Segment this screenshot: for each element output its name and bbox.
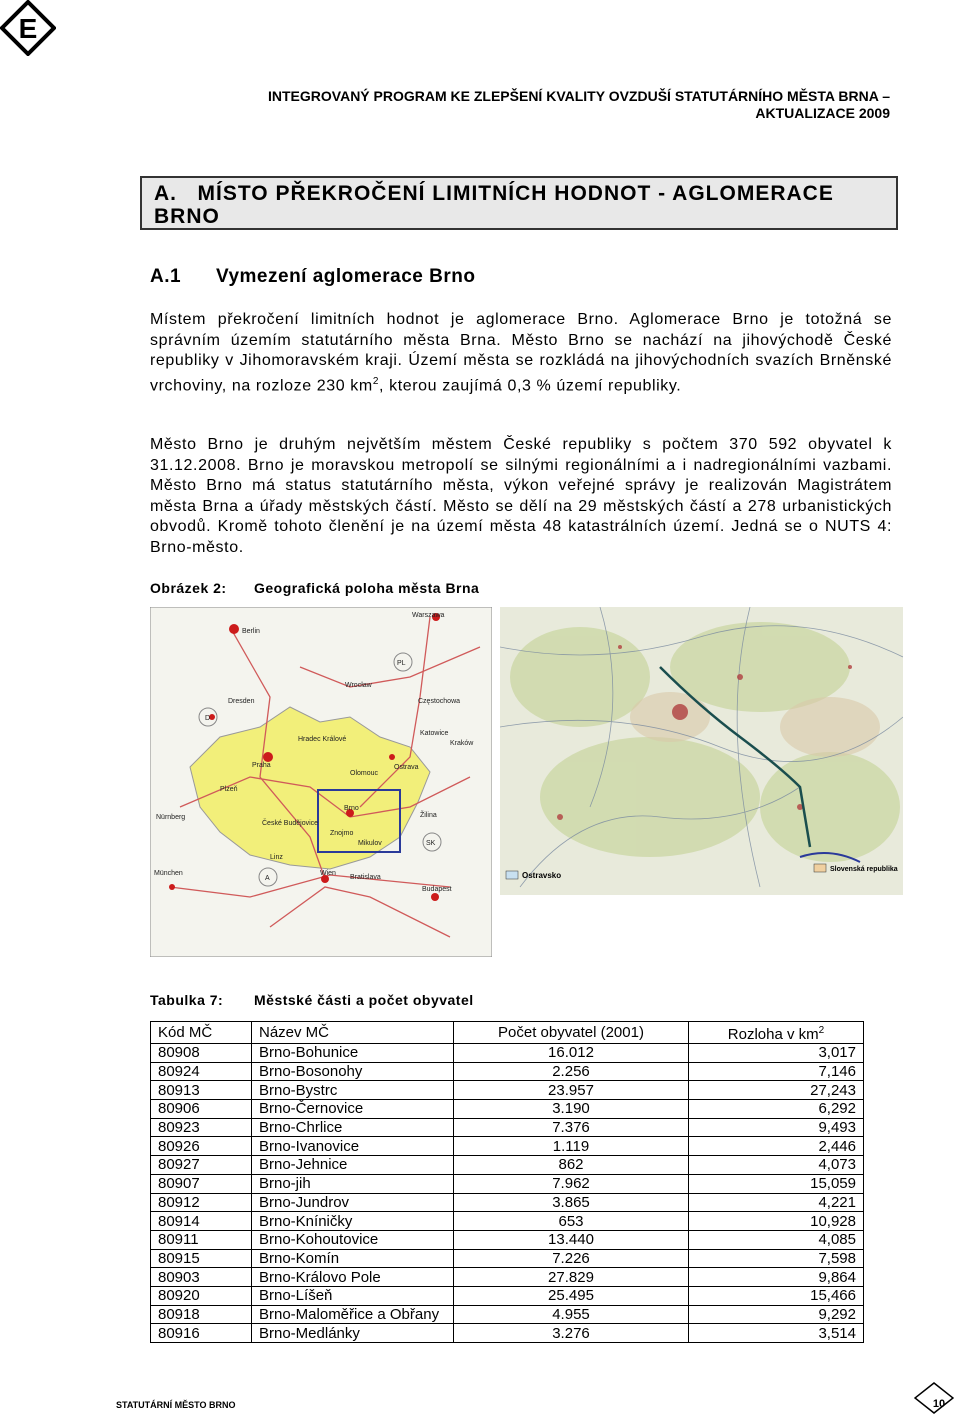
table-row xyxy=(151,1230,864,1249)
cell-population: 27.829 xyxy=(454,1268,689,1287)
label-hradec: Hradec Králové xyxy=(298,736,347,743)
label-wroclaw: Wrocław xyxy=(345,682,372,689)
cell-code: 80903 xyxy=(151,1268,252,1287)
cell-population: 1.119 xyxy=(454,1137,689,1156)
cell-area: 3,514 xyxy=(689,1324,864,1343)
cell-area: 9,493 xyxy=(689,1118,864,1137)
cell-area: 7,598 xyxy=(689,1249,864,1268)
cell-name: Brno-Ivanovice xyxy=(252,1137,454,1156)
cell-area: 27,243 xyxy=(689,1081,864,1100)
label-plzen: Plzeň xyxy=(220,786,238,793)
section-title-text: Vymezení aglomerace Brno xyxy=(216,266,476,287)
cell-code: 80907 xyxy=(151,1174,252,1193)
cell-area: 4,221 xyxy=(689,1193,864,1212)
superscript: 2 xyxy=(372,375,379,387)
cell-code: 80914 xyxy=(151,1212,252,1231)
table-row xyxy=(151,1305,864,1324)
label-munchen: München xyxy=(154,870,183,877)
cell-population: 25.495 xyxy=(454,1286,689,1305)
document-header xyxy=(268,88,890,122)
company-logo xyxy=(0,0,56,56)
table-label: Tabulka 7: xyxy=(150,992,224,1008)
label-linz: Linz xyxy=(270,854,283,861)
section-number: A.1 xyxy=(150,266,182,287)
cell-code: 80906 xyxy=(151,1100,252,1119)
footer-text: STATUTÁRNÍ MĚSTO BRNO xyxy=(116,1400,236,1410)
paragraph-1-text: Místem překročení limitních hodnot je aglomerace Brno. Aglomerace Brno je totožná se správním územím statutárního města Brna. Město Brno se nachází na jihovýchodě České republiky v Jihomoravském kraji. Území města se rozkládá na jihovýchodních svazích Brněnské vrchoviny, na rozloze 230 km xyxy=(150,311,892,394)
label-praha: Praha xyxy=(252,762,271,769)
cell-name: Brno-Bosonohy xyxy=(252,1062,454,1081)
table-caption-text: Městské části a počet obyvatel xyxy=(254,992,474,1008)
cell-code: 80916 xyxy=(151,1324,252,1343)
table-row xyxy=(151,1286,864,1305)
label-krakow: Kraków xyxy=(450,740,474,747)
cell-population: 7.226 xyxy=(454,1249,689,1268)
cell-area: 3,017 xyxy=(689,1044,864,1063)
cell-name: Brno-Kohoutovice xyxy=(252,1230,454,1249)
label-bratislava: Bratislava xyxy=(350,874,381,881)
cell-name: Brno-Kníničky xyxy=(252,1212,454,1231)
paragraph-2: Město Brno je druhým největším městem České republiky s počtem 370 592 obyvatel k 31.12.2008. Brno je moravskou metropolí se silnými regionálními a i nadregionálními vazbami. Město Brno má status statutárního města, výkon veřejné správy je realizován Magistrátem města Brna a úřady městských částí. Město se dělí na 29 městských částí a 278 urbanistických obvodů. Kromě tohoto členění je na území města 48 katastrálních území. Jedná se o NUTS 4: Brno-město. xyxy=(150,436,892,556)
label-wien: Wien xyxy=(320,870,336,877)
logo-letter: E xyxy=(18,13,38,44)
table-row xyxy=(151,1268,864,1287)
cell-population: 2.256 xyxy=(454,1062,689,1081)
header-line-2: AKTUALIZACE 2009 xyxy=(755,105,890,121)
table-row xyxy=(151,1249,864,1268)
section-title xyxy=(150,266,475,288)
page-number: 10 xyxy=(932,1398,946,1410)
cell-population: 23.957 xyxy=(454,1081,689,1100)
label-czestochowa: Częstochowa xyxy=(418,698,461,705)
label-ceske-budejovice: České Budějovice xyxy=(262,820,319,827)
cell-code: 80923 xyxy=(151,1118,252,1137)
label-d: D xyxy=(205,715,211,722)
table-row xyxy=(151,1324,864,1343)
figure-caption xyxy=(150,580,479,596)
label-berlin: Berlin xyxy=(242,628,260,635)
table-row xyxy=(151,1212,864,1231)
cell-code: 80926 xyxy=(151,1137,252,1156)
cell-name: Brno-Medlánky xyxy=(252,1324,454,1343)
label-olomouc: Olomouc xyxy=(350,770,379,777)
label-budapest: Budapest xyxy=(422,886,452,893)
cell-code: 80911 xyxy=(151,1230,252,1249)
cell-code: 80924 xyxy=(151,1062,252,1081)
cell-population: 3.865 xyxy=(454,1193,689,1212)
figure-label: Obrázek 2: xyxy=(150,580,227,596)
legend-left: Ostravsko xyxy=(522,871,562,880)
cell-area: 10,928 xyxy=(689,1212,864,1231)
cell-code: 80913 xyxy=(151,1081,252,1100)
cell-population: 862 xyxy=(454,1156,689,1175)
label-brno: Brno xyxy=(344,805,359,812)
cell-name: Brno-Černovice xyxy=(252,1100,454,1119)
cell-area: 4,085 xyxy=(689,1230,864,1249)
cell-area: 15,466 xyxy=(689,1286,864,1305)
table-caption xyxy=(150,992,474,1008)
table-row xyxy=(151,1137,864,1156)
cell-code: 80915 xyxy=(151,1249,252,1268)
cell-area: 6,292 xyxy=(689,1100,864,1119)
label-ostrava: Ostrava xyxy=(394,764,419,771)
table-row xyxy=(151,1174,864,1193)
paragraph-1-text-end: , kterou zaujímá 0,3 % území republiky. xyxy=(379,376,682,394)
cell-name: Brno-Královo Pole xyxy=(252,1268,454,1287)
header-name: Název MČ xyxy=(252,1022,454,1044)
map-central-europe xyxy=(150,607,492,957)
table-row xyxy=(151,1156,864,1175)
label-sk: SK xyxy=(426,840,436,847)
chapter-title-line-2: BRNO xyxy=(154,205,220,228)
label-znojmo: Znojmo xyxy=(330,830,354,837)
map-south-moravia xyxy=(500,607,903,895)
figure-caption-text: Geografická poloha města Brna xyxy=(254,580,480,596)
table-row xyxy=(151,1100,864,1119)
chapter-title-line-1: A. MÍSTO PŘEKROČENÍ LIMITNÍCH HODNOT - AGLOMERACE xyxy=(154,182,834,205)
cell-population: 13.440 xyxy=(454,1230,689,1249)
cell-code: 80912 xyxy=(151,1193,252,1212)
cell-name: Brno-Bohunice xyxy=(252,1044,454,1063)
cell-code: 80927 xyxy=(151,1156,252,1175)
header-population: Počet obyvatel (2001) xyxy=(454,1022,689,1044)
legend-right: Slovenská republika xyxy=(830,866,898,873)
label-dresden: Dresden xyxy=(228,698,255,705)
cell-population: 4.955 xyxy=(454,1305,689,1324)
label-pl: PL xyxy=(397,660,406,667)
label-zilina: Žilina xyxy=(420,812,437,819)
cell-area: 2,446 xyxy=(689,1137,864,1156)
cell-population: 7.376 xyxy=(454,1118,689,1137)
table-header-row xyxy=(151,1022,864,1044)
cell-area: 9,864 xyxy=(689,1268,864,1287)
chapter-title xyxy=(140,176,898,230)
table-row xyxy=(151,1118,864,1137)
table-row xyxy=(151,1081,864,1100)
label-mikulov: Mikulov xyxy=(358,840,382,847)
cell-population: 3.276 xyxy=(454,1324,689,1343)
cell-name: Brno-Líšeň xyxy=(252,1286,454,1305)
cell-name: Brno-Bystrc xyxy=(252,1081,454,1100)
cell-population: 3.190 xyxy=(454,1100,689,1119)
header-line-1: INTEGROVANÝ PROGRAM KE ZLEPŠENÍ KVALITY OVZDUŠÍ STATUTÁRNÍHO MĚSTA BRNA – xyxy=(268,88,890,104)
label-warszawa: Warszawa xyxy=(412,612,445,619)
cell-code: 80920 xyxy=(151,1286,252,1305)
cell-area: 4,073 xyxy=(689,1156,864,1175)
label-nurnberg: Nürnberg xyxy=(156,814,186,821)
cell-code: 80908 xyxy=(151,1044,252,1063)
table-row xyxy=(151,1193,864,1212)
cell-name: Brno-Jundrov xyxy=(252,1193,454,1212)
header-code: Kód MČ xyxy=(151,1022,252,1044)
cell-code: 80918 xyxy=(151,1305,252,1324)
cell-name: Brno-Chrlice xyxy=(252,1118,454,1137)
table-row xyxy=(151,1044,864,1063)
cell-population: 653 xyxy=(454,1212,689,1231)
cell-name: Brno-Maloměřice a Obřany xyxy=(252,1305,454,1324)
cell-population: 7.962 xyxy=(454,1174,689,1193)
header-area: Rozloha v $km^2$ xyxy=(689,1022,864,1044)
districts-table xyxy=(150,1021,864,1343)
table-row xyxy=(151,1062,864,1081)
cell-name: Brno-Komín xyxy=(252,1249,454,1268)
cell-name: Brno-Jehnice xyxy=(252,1156,454,1175)
cell-area: 9,292 xyxy=(689,1305,864,1324)
label-a: A xyxy=(265,875,270,882)
cell-name: Brno-jih xyxy=(252,1174,454,1193)
cell-area: 15,059 xyxy=(689,1174,864,1193)
label-katowice: Katowice xyxy=(420,730,449,737)
paragraph-1 xyxy=(150,310,892,396)
cell-area: 7,146 xyxy=(689,1062,864,1081)
cell-population: 16.012 xyxy=(454,1044,689,1063)
